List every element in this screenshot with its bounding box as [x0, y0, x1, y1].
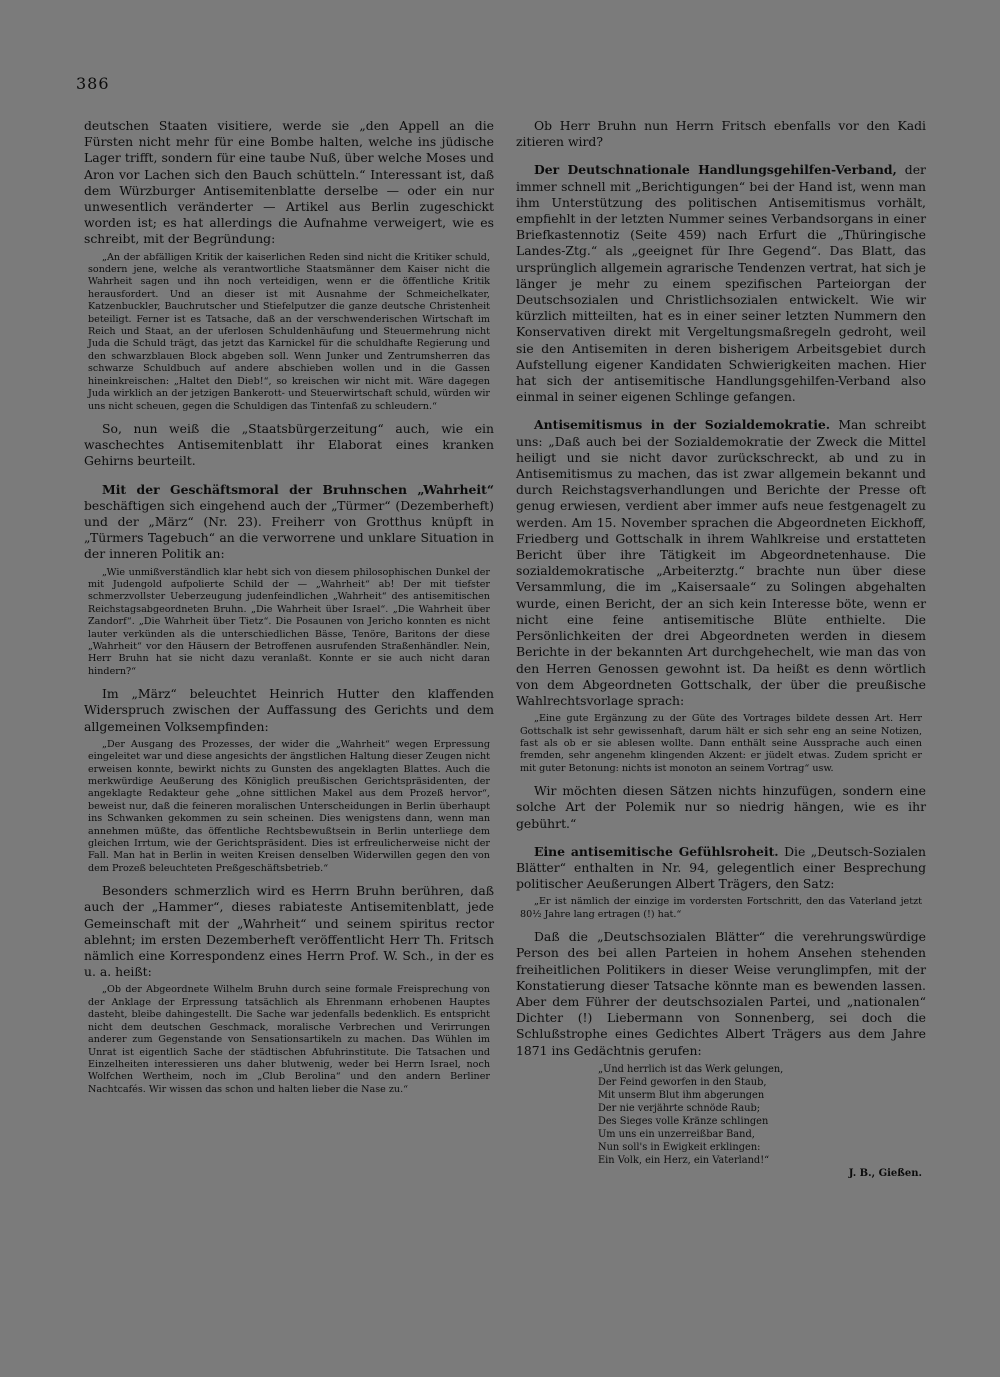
left-column: [84, 118, 494, 1104]
paragraph-text: „Der Ausgang des Prozesses, der wider die „Wahrheit“ wegen Erpressung eingeleitet war und diese angesichts der ängstlichen Haltung dieser Zeugen nicht erweisen konnte, bewirkt nichts zu Gunsten des angeklagten Blattes. Auch die merkwürdige Aeußerung des Königlich preußischen Gerichtspräsidenten, der angeklagte Redakteur gehe „ohne sittlichen Makel aus dem Prozeß hervor“, beweist nur, daß die feineren moralischen Unterscheidungen in Berlin überhaupt ins Schwanken gekommen zu sein scheinen. Dies wenigstens dann, wenn man annehmen müßte, das öffentliche Rechtsbewußtsein in Berlin unterliege dem gleichen Irrtum, wie der Gerichtspräsident. Dies ist erfreulicherweise nicht der Fall. Man hat in Berlin in weiten Kreisen denselben Widerwillen gegen den von dem Prozeß beleuchteten Preßgeschäftsbetrieb.“: [88, 738, 490, 874]
poem-line: Ein Volk, ein Herz, ein Vaterland!“: [598, 1155, 770, 1167]
paragraph-text: Man schreibt uns: „Daß auch bei der Sozialdemokratie der Zweck die Mittel heiligt und sie nicht davor zurückschreckt, ab und zu in Antisemitismus zu machen, das ist zwar allgemein bekannt und durch Reichstagsverhandlungen und Berichte der Presse oft genug erwiesen, verdient aber immer aufs neue festgenagelt zu werden. Am 15. November sprachen die Abgeordneten Eickhoff, Friedberg und Gottschalk in ihrem Wahlkreise und erstatteten Bericht über ihre Tätigkeit im Abgeordnetenhause. Die sozialdemokratische „Arbeiterztg.“ brachte nun über diese Versammlung, die im „Kaisersaale“ zu Solingen abgehalten wurde, einen Bericht, der an sich kein Interesse böte, wenn er nicht eine feine antisemitische Blüte enthielte. Die Persönlichkeiten der drei Abgeordneten werden in diesem Berichte in der bekannten Art durchgehechelt, wie man das von den Herren Genossen gewohnt ist. Da heißt es denn wörtlich von dem Abgeordneten Gottschalk, der über die preußische Wahlrechtsvorlage sprach:: [516, 417, 926, 708]
paragraph: [84, 686, 494, 735]
paragraph-text: Im „März“ beleuchtet Heinrich Hutter den klaffenden Widerspruch zwischen der Auffassung des Gerichts und dem allgemeinen Volksempfinden:: [84, 686, 494, 734]
paragraph-text: deutschen Staaten visitiere, werde sie „den Appell an die Fürsten nicht mehr für eine Bombe halten, welche ins jüdische Lager trifft, sondern für eine taube Nuß, über welche Moses und Aron vor Lachen sich den Bauch schütteln.“ Interessant ist, daß dem Würzburger Antisemitenblatte derselbe — oder ein nur unwesentlich veränderter — Artikel aus Berlin zugeschickt worden ist; es hat allerdings die Aufnahme verweigert, wie es schreibt, mit der Begründung:: [84, 118, 494, 247]
paragraph-heading: Antisemitismus in der Sozialdemokratie.: [534, 417, 831, 433]
block-quote: [516, 713, 926, 775]
paragraph: [84, 421, 494, 470]
paragraph-text: „Wie unmißverständlich klar hebt sich von diesem philosophischen Dunkel der mit Judengold aufpolierte Schild der — „Wahrheit“ ab! Der mit tiefster schmerzvollster Ueberzeugung judenfeindlichen „Wahrheit“ des antisemitischen Reichstagsabgeordneten Bruhn. „Die Wahrheit über Israel“. „Die Wahrheit über Zandorf“. „Die Wahrheit über Tietz“. Die Posaunen von Jericho konnten es nicht lauter verkünden als die unterschiedlichen Bässe, Tenöre, Baritons der diese „Wahrheit“ vor den Häusern der Betroffenen ausrufenden Straßenhändler. Nein, Herr Bruhn hat sie nicht dazu veranlaßt. Konnte er sie auch nicht daran hindern?“: [88, 566, 490, 677]
poem-line: Um uns ein unzerreißbar Band,: [598, 1129, 755, 1141]
paragraph: [516, 162, 926, 405]
paragraph-heading: Mit der Geschäftsmoral der Bruhnschen „Wahrheit“: [102, 481, 494, 497]
block-quote: [84, 739, 494, 875]
poem-line: Nun soll's in Ewigkeit erklingen:: [598, 1142, 761, 1154]
signature: J. B., Gießen.: [848, 1167, 922, 1179]
poem-line: Des Sieges volle Kränze schlingen: [598, 1116, 769, 1128]
paragraph-text: Die „Deutsch-Sozialen Blätter“ enthalten in Nr. 94, gelegentlich einer Besprechung politischer Aeußerungen Albert Trägers, den Satz:: [516, 843, 926, 892]
block-quote: [516, 896, 926, 921]
poem-line: „Und herrlich ist das Werk gelungen,: [598, 1063, 784, 1075]
paragraph: [516, 118, 926, 150]
paragraph-text: der immer schnell mit „Berichtigungen“ bei der Hand ist, wenn man ihm Unterstützung des politischen Antisemitismus vorhält, empfiehlt in der letzten Nummer seines Verbandsorgans in einer Briefkastennotiz (Seite 459) nach Erfurt die „Thüringische Landes-Ztg.“ als „geeignet für Ihre Gegend“. Das Blatt, das ursprünglich allgemein agrarische Tendenzen vertrat, hat sich je länger je mehr zu einem spezifischen Parteiorgan der Deutschsozialen und Christlichsozialen entwickelt. Wie wir kürzlich mitteilten, hat es in einer seiner letzten Nummern den Konservativen direkt mit Vergeltungsmaßregeln gedroht, weil sie den Antisemiten in deren bisherigem Arbeitsgebiet durch Aufstellung eigener Kandidaten Schwierigkeiten machen. Hier hat sich der antisemitische Handlungsgehilfen-Verband also einmal in seiner eigenen Schlinge gefangen.: [516, 162, 926, 405]
paragraph-heading: Eine antisemitische Gefühlsroheit.: [534, 843, 779, 859]
poem-line: Der Feind geworfen in den Staub,: [598, 1076, 767, 1088]
paragraph: [84, 883, 494, 980]
paragraph: [84, 118, 494, 248]
paragraph-text: Wir möchten diesen Sätzen nichts hinzufügen, sondern eine solche Art der Polemik nur so niedrig hängen, wie es ihr gebührt.“: [516, 783, 926, 831]
paragraph-text: Besonders schmerzlich wird es Herrn Bruhn berühren, daß auch der „Hammer“, dieses rabiateste Antisemitenblatt, jede Gemeinschaft mit der „Wahrheit“ und seinem spiritus rector ablehnt; im ersten Dezemberheft veröffentlicht Herr Th. Fritsch nämlich eine Korrespondenz eines Herrn Prof. W. Sch., in der es u. a. heißt:: [84, 883, 494, 980]
right-column: [516, 118, 926, 1179]
block-quote: [84, 567, 494, 679]
paragraph: [516, 417, 926, 709]
page-number: 386: [76, 74, 110, 93]
paragraph: [516, 783, 926, 832]
poem-line: Mit unserm Blut ihm abgerungen: [598, 1089, 765, 1101]
paragraph-text: Ob Herr Bruhn nun Herrn Fritsch ebenfalls vor den Kadi zitieren wird?: [516, 118, 926, 150]
paragraph-heading: Der Deutschnationale Handlungsgehilfen-Verband,: [534, 162, 897, 178]
paragraph: [84, 482, 494, 563]
block-quote: [84, 984, 494, 1096]
paragraph-text: beschäftigen sich eingehend auch der „Türmer“ (Dezemberheft) und der „März“ (Nr. 23). Freiherr von Grotthus knüpft in „Türmers Tagebuch“ an die verworrene und unklare Situation in der inneren Politik an:: [84, 497, 494, 562]
paragraph-text: Daß die „Deutschsozialen Blätter“ die verehrungswürdige Person des bei allen Parteien in hohem Ansehen stehenden freiheitlichen Politikers in dieser Weise verunglimpfen, mit der Konstatierung dieser Tatsache könnte man es bewenden lassen. Aber dem Führer der deutschsozialen Partei, und „nationalen“ Dichter (!) Liebermann von Sonnenberg, sei doch die Schlußstrophe eines Gedichtes Albert Trägers aus dem Jahre 1871 ins Gedächtnis gerufen:: [516, 929, 926, 1058]
paragraph: [516, 929, 926, 1059]
paragraph-text: „Er ist nämlich der einzige im vordersten Fortschritt, den das Vaterland jetzt 80½ Jahre lang ertragen (!) hat.“: [520, 896, 922, 920]
paragraph-text: „Eine gute Ergänzung zu der Güte des Vortrages bildete dessen Art. Herr Gottschalk ist sehr gewissenhaft, darum hält er sich sehr eng an seine Notizen, fast als ob er sie ablesen wollte. Dann enthält seine Aussprache auch einen fremden, sehr angenehm klingenden Akzent: er jüdelt etwas. Zudem spricht er mit guter Betonung: nichts ist monoton an seinem Vortrag“ usw.: [520, 713, 922, 774]
paragraph-text: „Ob der Abgeordnete Wilhelm Bruhn durch seine formale Freisprechung von der Anklage der Erpressung tatsächlich als Ehrenmann erhobenen Hauptes dasteht, bleibe dahingestellt. Die Sache war jedenfalls bedenklich. Es entspricht nicht dem deutschen Geschmack, moralische Verbrechen und Verirrungen anderer zum Gegenstande von Sensationsartikeln zu machen. Das Wühlen im Unrat ist eigentlich Sache der städtischen Abfuhrinstitute. Die Tatsachen und Einzelheiten interessieren uns daher blutwenig, weder bei Herrn Israel, noch Wolfchen Wertheim, noch im „Club Berolina“ und den andern Berliner Nachtcafés. Wir wissen das schon und halten lieber die Nase zu.“: [88, 984, 490, 1095]
block-quote: [84, 252, 494, 413]
paragraph-text: So, nun weiß die „Staatsbürgerzeitung“ auch, wie ein waschechtes Antisemitenblatt ihr Elaborat eines kranken Gehirns beurteilt.: [84, 420, 494, 469]
paragraph-text: „An der abfälligen Kritik der kaiserlichen Reden sind nicht die Kritiker schuld, sondern jene, welche als verantwortliche Staatsmänner dem Kaiser nicht die Wahrheit sagen und ihn noch verteidigen, wenn er die öffentliche Kritik herausfordert. Und an dieser ist mit Ausnahme der Schmeichelkater, Katzenbuckler, Bauchrutscher und Stiefelputzer die ganze deutsche Christenheit beteiligt. Ferner ist es Tatsache, daß an der verschwenderischen Wirtschaft im Reich und Staat, an der uferlosen Schuldenhäufung und Steuermehrung nicht Juda die Schuld trägt, das jetzt das Karnickel für die schuldhafte Regierung und den schwarzblauen Block abgeben soll. Wenn Junker und Zentrumsherren das schwarze Schuldbuch auf andere abschieben wollen und in die Gassen hineinkreischen: „Haltet den Dieb!“, so kreischen wir nicht mit. Wäre dagegen Juda wirklich an der jetzigen Bankerott- und Steuerwirtschaft schuld, würden wir uns nicht scheuen, gegen die Schuldigen das Tintenfaß zu schleudern.“: [88, 251, 490, 412]
poem-line: Der nie verjährte schnöde Raub;: [598, 1103, 761, 1115]
poem: [598, 1063, 926, 1168]
paragraph: [516, 844, 926, 893]
